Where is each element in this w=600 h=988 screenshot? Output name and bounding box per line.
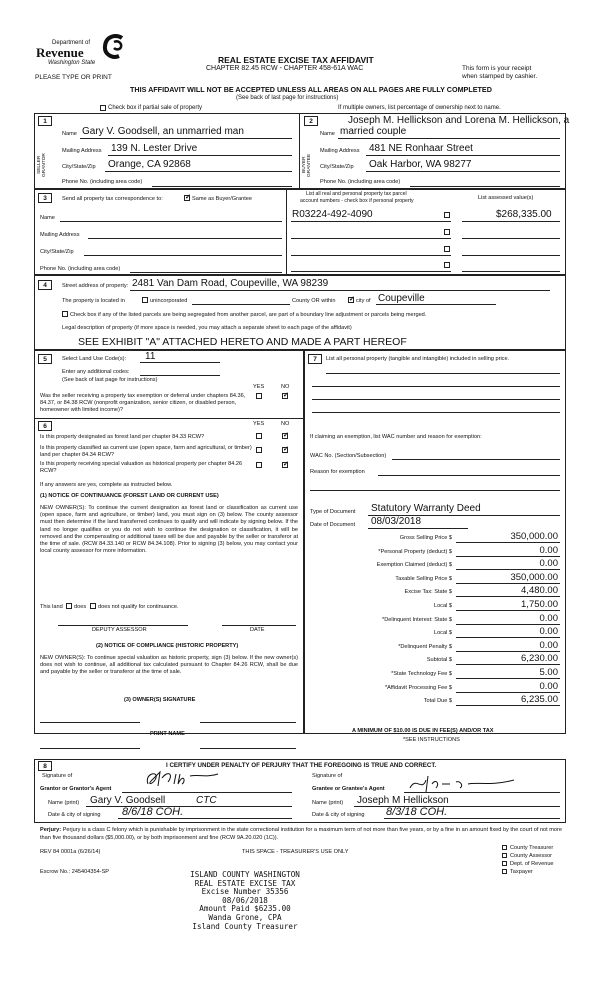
- tax-line-label: *Personal Property (deduct) $: [378, 548, 452, 555]
- parcel-1-personal-checkbox[interactable]: [444, 212, 450, 218]
- buyer-phone-label: Phone No. (including area code): [320, 179, 401, 185]
- tax-line: [310, 626, 562, 640]
- tax-line: [310, 640, 562, 654]
- section6-no-header: NO: [281, 421, 290, 427]
- does-checkbox[interactable]: [66, 603, 72, 609]
- grantor-date-label: Date & city of signing: [48, 812, 101, 818]
- form-chapter: CHAPTER 82.45 RCW - CHAPTER 458-61A WAC: [206, 65, 364, 72]
- tax-line-value[interactable]: 6,235.00: [456, 694, 560, 706]
- notice1-title: (1) NOTICE OF CONTINUANCE (FOREST LAND OR CURRENT USE): [40, 493, 219, 499]
- tax-line-label: *State Technology Fee $: [391, 671, 452, 677]
- tax-line-value[interactable]: 0.00: [456, 626, 560, 638]
- logo-revenue: Revenue: [36, 45, 84, 60]
- section5-yes-header: YES: [253, 384, 265, 390]
- tax-line-label: Local $: [433, 603, 452, 609]
- section3-name-label: Name: [40, 215, 55, 221]
- owner-signature-label: (3) OWNER(S) SIGNATURE: [124, 697, 196, 703]
- receipt-note-1: This form is your receipt: [462, 65, 532, 72]
- street-address-label: Street address of property:: [62, 283, 129, 289]
- does-not-checkbox[interactable]: [90, 603, 96, 609]
- unincorporated-label: unincorporated: [150, 298, 188, 304]
- stamp-line: Excise Number 35356: [201, 887, 289, 897]
- copy-item: [502, 869, 582, 877]
- tax-line-value[interactable]: 0.00: [456, 545, 560, 557]
- tax-line-value[interactable]: 5.00: [456, 667, 560, 679]
- assessed-value[interactable]: $268,335.00: [496, 209, 552, 220]
- grantee-date-value[interactable]: 8/3/18 COH.: [386, 806, 448, 818]
- grantee-agent-label: Grantee or Grantee's Agent: [312, 786, 385, 792]
- tax-line-label: Subtotal $: [426, 657, 452, 664]
- this-land-label: This land: [40, 604, 63, 610]
- tax-line-value[interactable]: 1,750.00: [456, 599, 560, 611]
- doc-date-label: Date of Document: [310, 522, 356, 528]
- warning-text: THIS AFFIDAVIT WILL NOT BE ACCEPTED UNLESS ALL AREAS ON ALL PAGES ARE FULLY COMPLETED: [130, 85, 492, 94]
- stamp-line: Wanda Grone, CPA: [208, 912, 282, 922]
- tax-line: [310, 572, 562, 586]
- section5-no-checkbox[interactable]: [282, 393, 288, 399]
- dor-logo: [36, 34, 136, 74]
- tax-line-label: *Affidavit Processing Fee $: [384, 684, 452, 691]
- section-6-number: 6: [38, 421, 52, 431]
- copy-item: [502, 853, 582, 861]
- grantor-ctc: CTC: [196, 795, 217, 806]
- tax-line: [310, 667, 562, 681]
- county-or-within-label: County OR within: [292, 298, 336, 304]
- stamp-line: REAL ESTATE EXCISE TAX: [194, 878, 296, 888]
- buyer-name-line1[interactable]: Joseph M. Hellickson and Lorena M. Hellickson, a: [348, 115, 570, 126]
- copy-checkbox[interactable]: [502, 861, 507, 866]
- located-in-label: The property is located in: [62, 298, 125, 304]
- tax-line-label: *Delinquent Interest: State $: [382, 616, 452, 623]
- section-8-number: 8: [38, 761, 52, 771]
- grantee-signature[interactable]: [406, 772, 516, 794]
- tax-line-label: Taxable Selling Price $: [395, 575, 452, 582]
- stamp-line: Amount Paid $6235.00: [199, 904, 291, 914]
- legal-description-label: Legal description of property (if more space is needed, you may attach a separate sheet to each page of the affidavit): [62, 325, 352, 331]
- doc-type-value[interactable]: Statutory Warranty Deed: [371, 503, 481, 514]
- parcel-number-value[interactable]: R03224-492-4090: [292, 209, 373, 220]
- street-address-value[interactable]: 2481 Van Dam Road, Coupeville, WA 98239: [132, 278, 329, 289]
- buyer-city-label: City/State/Zip: [320, 164, 354, 170]
- print-name-label: PRINT NAME: [150, 731, 185, 737]
- historic-yes-checkbox[interactable]: [256, 462, 262, 468]
- grantor-agent-label: Grantor or Grantor's Agent: [40, 786, 112, 792]
- if-yes-text: If any answers are yes, complete as instructed below.: [40, 482, 173, 488]
- tax-line: [310, 653, 562, 667]
- tax-line-value[interactable]: 0.00: [456, 558, 560, 570]
- historic-question: Is this property receiving special valuation as historical property per chapter 84.26 RCW?: [40, 461, 243, 474]
- same-as-buyer-checkbox[interactable]: [184, 195, 190, 201]
- forest-no-checkbox[interactable]: [282, 433, 288, 439]
- current-use-question: Is this property classified as current use (open space, farm and agricultural, or timber) land per chapter 84.34 RCW?: [40, 445, 252, 458]
- buyer-name-line2[interactable]: married couple: [340, 126, 407, 137]
- section3-phone-label: Phone No. (including area code): [40, 266, 121, 272]
- assessed-header: List assessed value(s): [478, 195, 534, 201]
- escrow-number: Escrow No.: 245404354-SP: [40, 869, 110, 875]
- logo-dept-of: Department of: [52, 40, 91, 46]
- seller-side-label: SELLER GRANTOR: [37, 153, 47, 177]
- grantor-signature[interactable]: [140, 768, 220, 790]
- doc-date-value[interactable]: 08/03/2018: [371, 516, 422, 527]
- copy-label: Taxpayer: [510, 869, 533, 875]
- buyer-mailing-label: Mailing Address: [320, 148, 360, 154]
- section-2-number: 2: [304, 116, 318, 126]
- tax-line-value[interactable]: 350,000.00: [456, 572, 560, 584]
- tax-line-value[interactable]: 0.00: [456, 613, 560, 625]
- certify-text: I CERTIFY UNDER PENALTY OF PERJURY THAT THE FOREGOING IS TRUE AND CORRECT.: [166, 762, 437, 769]
- stamp-line: ISLAND COUNTY WASHINGTON: [190, 870, 300, 879]
- copy-label: Dept. of Revenue: [510, 861, 554, 867]
- historic-no-checkbox[interactable]: [282, 462, 288, 468]
- grantor-signature-of: Signature of: [42, 773, 73, 779]
- see-back-text: (See back of last page for instructions): [236, 95, 339, 101]
- notice2-title: (2) NOTICE OF COMPLIANCE (HISTORIC PROPERTY): [96, 643, 239, 649]
- exemption-claim-label: If claiming an exemption, list WAC number and reason for exemption:: [310, 434, 482, 440]
- buyer-city-value[interactable]: Oak Harbor, WA 98277: [369, 159, 472, 170]
- grantor-date-value[interactable]: 8/6/18 COH.: [122, 806, 184, 818]
- section5-see-back: (See back of last page for instructions): [62, 377, 158, 383]
- tax-line: [310, 613, 562, 627]
- personal-property-label: List all personal property (tangible and intangible) included in selling price.: [326, 356, 510, 362]
- seller-mailing-label: Mailing Address: [62, 148, 102, 154]
- tax-line-value[interactable]: 0.00: [456, 681, 560, 693]
- send-correspondence-label: Send all property tax correspondence to:: [62, 196, 163, 202]
- grantee-name-label: Name (print): [312, 800, 344, 806]
- forest-question: Is this property designated as forest land per chapter 84.33 RCW?: [40, 434, 205, 440]
- does-label: does: [74, 604, 87, 610]
- wac-label: WAC No. (Section/Subsection): [310, 453, 387, 459]
- tax-line-label: Gross Selling Price $: [399, 535, 452, 541]
- treasurer-space-label: THIS SPACE - TREASURER'S USE ONLY: [242, 849, 349, 855]
- receipt-note-2: when stamped by cashier.: [462, 73, 538, 80]
- dor-logo-mark: [102, 34, 126, 60]
- section5-yes-checkbox[interactable]: [256, 393, 262, 399]
- assessor-date-label: DATE: [250, 627, 265, 633]
- forest-yes-checkbox[interactable]: [256, 433, 262, 439]
- tax-line-value[interactable]: 350,000.00: [456, 531, 560, 543]
- tax-line-value[interactable]: 6,230.00: [456, 653, 560, 665]
- tax-line: [310, 694, 562, 708]
- tax-line: [310, 599, 562, 613]
- seller-name-value[interactable]: Gary V. Goodsell, an unmarried man: [82, 126, 244, 137]
- min-due-text: A MINIMUM OF $10.00 IS DUE IN FEE(S) AND/OR TAX: [352, 728, 494, 734]
- segregated-label: Check box if any of the listed parcels are being segregated from another parcel, are part of a boundary line adjustment or parcels being merged.: [70, 312, 427, 318]
- treasurer-stamp: [150, 871, 340, 931]
- tax-line: [310, 681, 562, 695]
- current-use-yes-checkbox[interactable]: [256, 447, 262, 453]
- tax-line: [310, 545, 562, 559]
- buyer-mailing-value[interactable]: 481 NE Ronhaar Street: [369, 143, 473, 154]
- perjury-body: Perjury is a class C felony which is punishable by imprisonment in the state correctional institution for a maximum term of not more than five years, or by a fine in an amount fixed by the court of not more than five thousand dollars ($5,000.00), or by both imprisonment and fine (RCW 9A.20.020 (1C)).: [40, 827, 563, 841]
- section-4-number: 4: [38, 280, 52, 290]
- buyer-name-label: Name: [320, 131, 335, 137]
- tax-line-value[interactable]: 0.00: [456, 640, 560, 652]
- land-use-value[interactable]: 11: [145, 351, 156, 362]
- logo-state: Washington State: [48, 60, 96, 66]
- see-instructions-text: *SEE INSTRUCTIONS: [403, 737, 460, 743]
- tax-line-label: *Delinquent Penalty $: [398, 643, 452, 650]
- stamp-line: 08/06/2018: [222, 895, 268, 905]
- doc-type-label: Type of Document: [310, 509, 356, 515]
- copy-checkbox[interactable]: [502, 845, 507, 850]
- tax-line: [310, 585, 562, 599]
- tax-line-label: Exemption Claimed (deduct) $: [376, 562, 452, 569]
- legal-description-value[interactable]: SEE EXHIBIT "A" ATTACHED HERETO AND MADE A PART HEREOF: [78, 336, 407, 348]
- grantee-signature-of: Signature of: [312, 773, 343, 779]
- parcel-3-personal-checkbox[interactable]: [444, 246, 450, 252]
- copy-distribution: [502, 845, 582, 877]
- same-as-buyer-label: Same as Buyer/Grantee: [192, 196, 253, 202]
- tax-line-label: Total Due $: [423, 698, 452, 705]
- copy-item: [502, 861, 582, 869]
- grantor-name-label: Name (print): [48, 800, 80, 806]
- reason-label: Reason for exemption: [310, 469, 365, 475]
- section5-question: Was the seller receiving a property tax exemption or deferral under chapters 84.36, 84.37, or 84.38 RCW (nonprofit organization, senior citizen, or disabled person, homeowner with limited income)?: [40, 393, 246, 413]
- section-5-number: 5: [38, 354, 52, 364]
- section5-no-header: NO: [281, 384, 290, 390]
- perjury-text: [40, 827, 564, 842]
- copy-label: County Treasurer: [510, 845, 554, 851]
- grantee-date-label: Date & city of signing: [312, 812, 365, 818]
- property-city-value[interactable]: Coupeville: [378, 293, 425, 304]
- seller-city-value[interactable]: Orange, CA 92868: [108, 159, 191, 170]
- grantee-name-value[interactable]: Joseph M Hellickson: [357, 795, 449, 806]
- section-1-number: 1: [38, 116, 52, 126]
- copy-checkbox[interactable]: [502, 853, 507, 858]
- tax-line-label: Local $: [433, 630, 452, 637]
- tax-line: [310, 531, 562, 545]
- section-3-number: 3: [38, 193, 52, 203]
- seller-name-label: Name: [62, 131, 77, 137]
- land-use-label: Select Land Use Code(s):: [62, 356, 127, 362]
- section6-yes-header: YES: [253, 421, 265, 427]
- deputy-assessor-label: DEPUTY ASSESSOR: [92, 627, 147, 633]
- seller-phone-label: Phone No. (including area code): [62, 179, 143, 185]
- please-type: PLEASE TYPE OR PRINT: [35, 74, 112, 81]
- multiple-owners-label: If multiple owners, list percentage of ownership next to name.: [338, 105, 501, 111]
- buyer-side-label: BUYER GRANTEE: [302, 153, 312, 177]
- seller-mailing-value[interactable]: 139 N. Lester Drive: [111, 143, 198, 154]
- parcel-header-2: account numbers - check box if personal property: [300, 198, 414, 204]
- notice1-body: NEW OWNER(S): To continue the current designation as forest land or classification as current use (open space, farm and agriculture, or timber) land, you must sign on (3) below. The county assessor must then determine if the land transferred continues to qualify and will indicate by signing below. If the land no longer qualifies or you do not wish to continue the designation or classification, it will be removed and the compensating or additional taxes will be due and payable by the seller or transferor at the time of sale. (RCW 84.33.140 or RCW 84.34.108). Prior to signing (3) below, you may contact your local county assessor for more information.: [40, 505, 298, 555]
- current-use-no-checkbox[interactable]: [282, 447, 288, 453]
- copy-item: [502, 845, 582, 853]
- parcel-header-1: List all real and personal property tax parcel: [306, 191, 407, 197]
- unincorporated-checkbox[interactable]: [142, 297, 148, 303]
- stamp-line: Island County Treasurer: [192, 921, 298, 931]
- parcel-2-personal-checkbox[interactable]: [444, 229, 450, 235]
- parcel-4-personal-checkbox[interactable]: [444, 262, 450, 268]
- additional-codes-label: Enter any additional codes:: [62, 369, 130, 375]
- grantor-name-value[interactable]: Gary V. Goodsell: [90, 795, 166, 806]
- section3-city-label: City/State/Zip: [40, 249, 74, 255]
- tax-line: [310, 558, 562, 572]
- perjury-label: Perjury:: [40, 827, 62, 833]
- seller-city-label: City/State/Zip: [62, 164, 96, 170]
- does-not-label: does not qualify for continuance.: [98, 604, 179, 610]
- section3-mailing-label: Mailing Address: [40, 232, 80, 238]
- city-of-label: city of: [356, 298, 371, 304]
- partial-sale-checkbox[interactable]: [100, 105, 106, 111]
- partial-sale-label: Check box if partial sale of property: [108, 105, 203, 111]
- copy-checkbox[interactable]: [502, 869, 507, 874]
- form-title: REAL ESTATE EXCISE TAX AFFIDAVIT: [218, 55, 374, 65]
- tax-calculation-table: [310, 531, 562, 711]
- segregated-checkbox[interactable]: [62, 311, 68, 317]
- tax-line-value[interactable]: 4,480.00: [456, 585, 560, 597]
- tax-line-label: Excise Tax: State $: [404, 589, 452, 596]
- notice2-body: NEW OWNER(S): To continue special valuation as historic property, sign (3) below. If the new owner(s) does not wish to continue, all additional tax calculated pursuant to Chapter 84.26 RCW, shall be due and payable by the seller or transferor at the time of sale.: [40, 655, 298, 676]
- form-revision: REV 84 0001a (6/26/14): [40, 849, 101, 855]
- city-of-checkbox[interactable]: [348, 297, 354, 303]
- section-7-number: 7: [308, 354, 322, 364]
- copy-label: County Assessor: [510, 853, 552, 859]
